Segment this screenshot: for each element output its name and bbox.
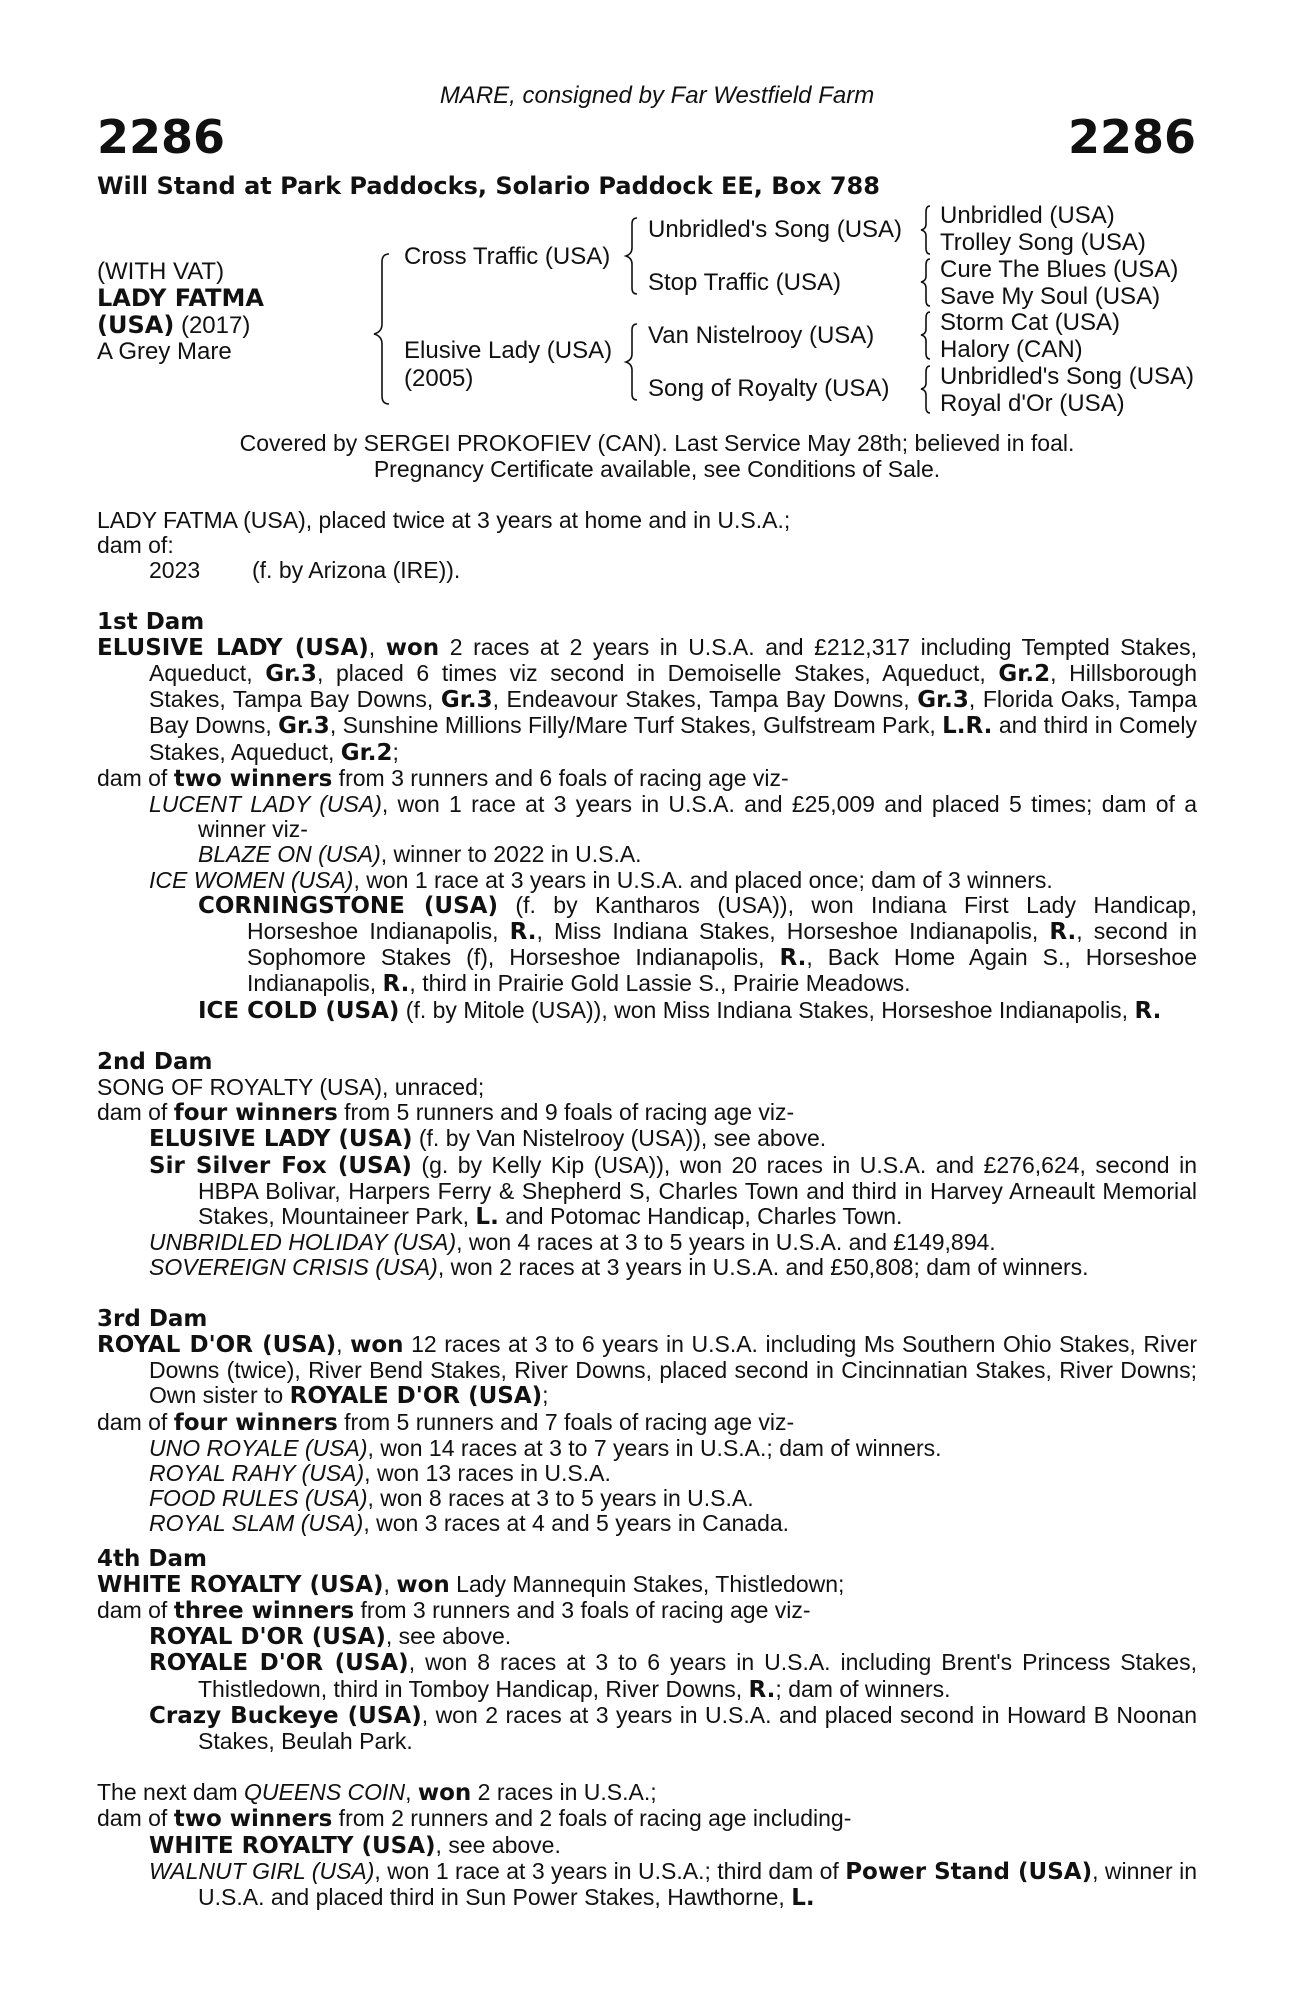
cold-text-1: (f. by Mitole (USA)), won Miss Indiana Stakes, Horseshoe Indianapolis, xyxy=(399,996,1135,1023)
pedigree-gen4-7: Unbridled's Song (USA) xyxy=(940,363,1195,390)
horse-corningstone: CORNINGSTONE (USA) xyxy=(198,892,498,919)
damof-pre: dam of xyxy=(97,1099,174,1126)
lucent-text: , won 1 race at 3 years in U.S.A. and £25,009 and placed 5 times; dam of a winner viz- xyxy=(198,791,1197,843)
first-dam-text-6: , Sunshine Millions Filly/Mare Turf Stakes, Gulfstream Park, xyxy=(329,712,943,739)
sovereign-text: , won 2 races at 3 years in U.S.A. and £50,808; dam of winners. xyxy=(437,1254,1089,1281)
fox-listed: L. xyxy=(475,1204,499,1231)
damof-post: from 5 runners and 9 foals of racing age viz- xyxy=(337,1099,795,1126)
first-dam-text-4: , Endeavour Stakes, Tampa Bay Downs, xyxy=(492,686,918,713)
third-dam-text-1: 12 races at 3 to 6 years in U.S.A. including Ms Southern Ohio Stakes, River Downs (twice), River Bend Stakes, River Downs, placed second in Cincinnatian Stakes, River Downs; Own sister to xyxy=(149,1330,1198,1409)
produce-crazy-buckeye xyxy=(97,1703,1197,1754)
covered-notice xyxy=(0,430,1314,482)
damof-post: from 5 runners and 7 foals of racing age viz- xyxy=(337,1408,795,1435)
pedigree-gen4-6: Halory (CAN) xyxy=(940,336,1083,363)
first-dam-won: won xyxy=(385,634,440,661)
second-dam-heading: 2nd Dam xyxy=(97,1048,213,1075)
corn-text-5: , third in Prairie Gold Lassie S., Prairie Meadows. xyxy=(409,970,911,997)
next-dam-pre: The next dam xyxy=(97,1779,245,1806)
next-dam-comma: , xyxy=(405,1779,418,1806)
slam-text: , won 3 races at 4 and 5 years in Canada. xyxy=(363,1510,790,1537)
corn-text-4: , Back Home Again S., Horseshoe Indianapolis, xyxy=(247,944,1197,997)
horse-royal-rahy: ROYAL RAHY (USA) xyxy=(149,1459,365,1486)
damof-bold: four winners xyxy=(173,1100,338,1127)
first-dam-produce-summary xyxy=(97,766,1197,792)
third-dam-text-2: ; xyxy=(542,1382,549,1409)
brace-gen4-2 xyxy=(921,259,930,306)
horse-name: LADY FATMA xyxy=(97,284,264,312)
third-dam-name: ROYAL D'OR (USA) xyxy=(97,1331,337,1358)
holiday-text: , won 4 races at 3 to 5 years in U.S.A. and £149,894. xyxy=(456,1229,996,1256)
royale-text-2: ; dam of winners. xyxy=(775,1675,951,1702)
produce-royal-slam xyxy=(97,1511,1197,1536)
produce-white-royalty xyxy=(97,1833,1197,1859)
horse-ice-cold: ICE COLD (USA) xyxy=(198,997,400,1024)
fourth-dam-won: won xyxy=(396,1571,450,1598)
produce-unbridled-holiday xyxy=(97,1230,1197,1255)
damof-bold: three winners xyxy=(173,1597,355,1624)
corn-r-3: R. xyxy=(779,945,807,972)
third-dam-sister: ROYALE D'OR (USA) xyxy=(289,1383,543,1410)
consignment-line: MARE, consigned by Far Westfield Farm xyxy=(439,82,875,109)
produce-uno-royale xyxy=(97,1436,1197,1461)
corn-text-3: , second in Sophomore Stakes (f), Horseshoe Indianapolis, xyxy=(247,918,1197,971)
walnut-listed: L. xyxy=(791,1884,815,1911)
first-dam-heading: 1st Dam xyxy=(97,608,205,635)
damof-post: from 2 runners and 2 foals of racing age including- xyxy=(332,1805,852,1832)
fox-text-2: and Potomac Handicap, Charles Town. xyxy=(498,1203,903,1230)
brace-gen4-1 xyxy=(921,206,930,254)
produce-corningstone xyxy=(97,893,1197,998)
walnut-text-2: , winner in U.S.A. and placed third in Sun Power Stakes, Hawthorne, xyxy=(198,1857,1197,1910)
corn-r-2: R. xyxy=(1049,919,1077,946)
horse-royal-slam: ROYAL SLAM (USA) xyxy=(149,1510,364,1537)
produce-walnut-girl xyxy=(97,1859,1197,1911)
covered-line-1: Covered by SERGEI PROKOFIEV (CAN). Last Service May 28th; believed in foal. xyxy=(239,430,1075,456)
damof-post: from 3 runners and 6 foals of racing age viz- xyxy=(332,764,789,791)
horse-unbridled-holiday: UNBRIDLED HOLIDAY (USA) xyxy=(149,1229,457,1256)
first-dam-text-1: 2 races at 2 years in U.S.A. and £212,317 including Tempted Stakes, Aqueduct, xyxy=(149,633,1198,687)
produce-ice-cold xyxy=(97,998,1197,1024)
first-dam-text-5: , Florida Oaks, Tampa Bay Downs, xyxy=(149,686,1197,739)
pedigree-gen4-5: Storm Cat (USA) xyxy=(940,309,1121,336)
damof-bold: four winners xyxy=(173,1409,338,1436)
second-dam-produce-summary xyxy=(97,1100,1197,1126)
ice-text: , won 1 race at 3 years in U.S.A. and placed once; dam of 3 winners. xyxy=(353,866,1053,893)
fourth-dam-record: WHITE ROYALTY (USA), won Lady Mannequin Stakes, Thistledown; xyxy=(97,1570,845,1598)
intro-line-2: dam of: xyxy=(97,532,174,559)
produce-blaze-on xyxy=(97,842,1197,867)
pedigree-sire: Cross Traffic (USA) xyxy=(404,243,611,270)
pedigree-gen4-3: Cure The Blues (USA) xyxy=(940,256,1179,283)
white-text: , see above. xyxy=(435,1831,561,1858)
catalogue-body xyxy=(97,508,1197,1911)
horse-ice-women: ICE WOMEN (USA) xyxy=(149,866,354,893)
produce-elusive-lady xyxy=(97,1126,1197,1152)
blaze-text: , winner to 2022 in U.S.A. xyxy=(380,841,642,868)
horse-uno-royale: UNO ROYALE (USA) xyxy=(149,1434,368,1461)
horse-lucent-lady: LUCENT LADY (USA) xyxy=(149,791,382,818)
fourth-dam-text-1: Lady Mannequin Stakes, Thistledown; xyxy=(449,1570,845,1597)
walnut-text-1: , won 1 race at 3 years in U.S.A.; third dam of xyxy=(374,1857,846,1884)
horse-royale-dor: ROYALE D'OR (USA) xyxy=(149,1650,409,1677)
produce-sir-silver-fox xyxy=(97,1153,1197,1231)
produce-entry xyxy=(97,558,1197,583)
damof-pre: dam of xyxy=(97,1805,174,1832)
pedigree-gen4-1: Unbridled (USA) xyxy=(940,202,1115,229)
rdor-text: , see above. xyxy=(385,1623,512,1650)
pedigree-gen4-4: Save My Soul (USA) xyxy=(940,283,1161,310)
pedigree-sire-sire: Unbridled's Song (USA) xyxy=(648,216,903,243)
brace-gen4-4 xyxy=(921,366,930,413)
first-dam-name: ELUSIVE LADY (USA) xyxy=(97,634,369,661)
produce-desc: (f. by Arizona (IRE)). xyxy=(252,557,461,584)
covered-line-2: Pregnancy Certificate available, see Conditions of Sale. xyxy=(373,456,941,482)
rahy-text: , won 13 races in U.S.A. xyxy=(364,1459,611,1486)
grade-4: Gr.3 xyxy=(917,687,969,714)
next-dam-produce-summary xyxy=(97,1806,1197,1832)
horse-white-royalty: WHITE ROYALTY (USA) xyxy=(149,1832,436,1859)
pedigree-sire-dam: Stop Traffic (USA) xyxy=(648,269,841,296)
horse-walnut-girl: WALNUT GIRL (USA) xyxy=(149,1857,375,1884)
horse-description: A Grey Mare xyxy=(97,338,232,365)
produce-food-rules xyxy=(97,1486,1197,1511)
fourth-dam-name: WHITE ROYALTY (USA) xyxy=(97,1571,384,1598)
horse-power-stand: Power Stand (USA) xyxy=(845,1858,1093,1885)
next-dam-name: QUEENS COIN xyxy=(244,1779,406,1806)
produce-royal-dor xyxy=(97,1624,1197,1650)
produce-ice-women xyxy=(97,868,1197,893)
produce-year: 2023 xyxy=(149,557,201,584)
corn-text-2: , Miss Indiana Stakes, Horseshoe Indianapolis, xyxy=(536,918,1050,945)
horse-year: (2017) xyxy=(174,312,251,339)
stand-location: Will Stand at Park Paddocks, Solario Paddock EE, Box 788 xyxy=(97,172,880,200)
damof-post: from 3 runners and 3 foals of racing age viz- xyxy=(354,1596,811,1623)
damof-pre: dam of xyxy=(97,1408,174,1435)
corn-r-4: R. xyxy=(382,971,410,998)
brace-sire xyxy=(626,218,637,294)
cold-r-1: R. xyxy=(1134,997,1162,1024)
horse-country: (USA) xyxy=(97,311,175,339)
third-dam-won: won xyxy=(350,1331,404,1358)
horse-sir-silver-fox: Sir Silver Fox (USA) xyxy=(149,1152,412,1179)
next-dam-won: won xyxy=(417,1780,472,1807)
second-dam-record: SONG OF ROYALTY (USA), unraced; xyxy=(97,1074,485,1101)
horse-crazy-buckeye: Crazy Buckeye (USA) xyxy=(149,1702,422,1729)
pedigree-gen4-8: Royal d'Or (USA) xyxy=(940,390,1125,417)
third-dam-record: ROYAL D'OR (USA), won 12 races at 3 to 6 years in U.S.A. including Ms Southern Ohio Stakes, River Downs (twice), River Bend Stakes, River Downs, placed second in Cincinnatian Stakes, River Downs; Own sister to ROYALE D'OR (USA); xyxy=(97,1330,1198,1410)
elusive-text: (f. by Van Nistelrooy (USA)), see above. xyxy=(412,1125,827,1152)
next-dam-record xyxy=(97,1780,1197,1806)
corn-text-1: (f. by Kantharos (USA)), won Indiana First Lady Handicap, Horseshoe Indianapolis, xyxy=(247,891,1197,945)
grade-6: L.R. xyxy=(942,713,993,740)
horse-food-rules: FOOD RULES (USA) xyxy=(149,1485,368,1512)
royale-text-1: , won 8 races at 3 to 6 years in U.S.A. including Brent's Princess Stakes, Thistledown, third in Tomboy Handicap, River Downs, xyxy=(198,1649,1197,1702)
horse-blaze-on: BLAZE ON (USA) xyxy=(198,841,381,868)
pedigree-dam-sire: Van Nistelrooy (USA) xyxy=(648,322,875,349)
first-dam-text-3: , Hillsborough Stakes, Tampa Bay Downs, xyxy=(149,660,1198,713)
damof-bold: two winners xyxy=(173,765,333,792)
brace-dam xyxy=(626,324,637,400)
grade-7: Gr.2 xyxy=(340,739,393,766)
grade-3: Gr.3 xyxy=(440,687,493,714)
produce-lucent-lady xyxy=(97,792,1197,842)
fourth-dam-heading: 4th Dam xyxy=(97,1545,207,1572)
produce-royal-rahy xyxy=(97,1461,1197,1486)
pedigree-dam-year: (2005) xyxy=(404,365,474,392)
pedigree-braces xyxy=(0,0,1314,440)
next-dam-text-1: 2 races in U.S.A.; xyxy=(471,1779,657,1806)
crazy-text: , won 2 races at 3 years in U.S.A. and placed second in Howard B Noonan Stakes, Beulah Park. xyxy=(198,1701,1198,1754)
damof-bold: two winners xyxy=(173,1806,333,1833)
horse-sovereign-crisis: SOVEREIGN CRISIS (USA) xyxy=(149,1254,438,1281)
pedigree-gen4-2: Trolley Song (USA) xyxy=(940,229,1146,256)
lot-number-right: 2286 xyxy=(1067,110,1196,164)
grade-1: Gr.3 xyxy=(265,661,317,688)
first-dam-text-7: and third in Comely Stakes, Aqueduct, xyxy=(149,712,1197,765)
produce-royale-dor xyxy=(97,1650,1197,1702)
fox-text-1: (g. by Kelly Kip (USA)), won 20 races in U.S.A. and £276,624, second in HBPA Bolivar, Harpers Ferry & Shepherd S, Charles Town and third in Harvey Arneault Memorial Stakes, Mountaineer Park, xyxy=(198,1151,1197,1230)
vat-label: (WITH VAT) xyxy=(97,258,225,285)
intro-line-1: LADY FATMA (USA), placed twice at 3 years at home and in U.S.A.; xyxy=(97,507,791,533)
lot-number-left: 2286 xyxy=(97,110,226,164)
pedigree-dam-dam: Song of Royalty (USA) xyxy=(648,375,890,402)
produce-sovereign-crisis xyxy=(97,1255,1197,1280)
royale-r: R. xyxy=(748,1676,776,1703)
uno-text: , won 14 races at 3 to 7 years in U.S.A.; dam of winners. xyxy=(367,1434,942,1461)
pedigree-dam: Elusive Lady (USA) xyxy=(404,337,613,364)
horse-elusive-lady: ELUSIVE LADY (USA) xyxy=(149,1126,413,1153)
brace-gen4-3 xyxy=(921,312,930,359)
food-text: , won 8 races at 3 to 5 years in U.S.A. xyxy=(367,1485,754,1512)
damof-pre: dam of xyxy=(97,1596,174,1623)
first-dam-record: ELUSIVE LADY (USA), won 2 races at 2 years in U.S.A. and £212,317 including Tempted Stakes, Aqueduct, Gr.3, placed 6 times viz second in Demoiselle Stakes, Aqueduct, Gr.2, Hillsborough Stakes, Tampa Bay Downs, Gr.3, Endeavour Stakes, Tampa Bay Downs, Gr.3, Florida Oaks, Tampa Bay Downs, Gr.3, Sunshine Millions Filly/Mare Turf Stakes, Gulfstream Park, L.R. and third in Comely Stakes, Aqueduct, Gr.2; xyxy=(97,633,1198,766)
third-dam-heading: 3rd Dam xyxy=(97,1305,208,1332)
brace-generation-1 xyxy=(374,254,389,404)
grade-5: Gr.3 xyxy=(278,713,330,740)
grade-2: Gr.2 xyxy=(998,661,1051,688)
first-dam-text-8: ; xyxy=(392,738,399,765)
third-dam-produce-summary xyxy=(97,1410,1197,1436)
damof-pre: dam of xyxy=(97,764,174,791)
corn-r-1: R. xyxy=(509,919,537,946)
fourth-dam-produce-summary xyxy=(97,1598,1197,1624)
first-dam-text-2: , placed 6 times viz second in Demoiselle Stakes, Aqueduct, xyxy=(316,660,999,687)
horse-royal-dor: ROYAL D'OR (USA) xyxy=(149,1624,386,1651)
